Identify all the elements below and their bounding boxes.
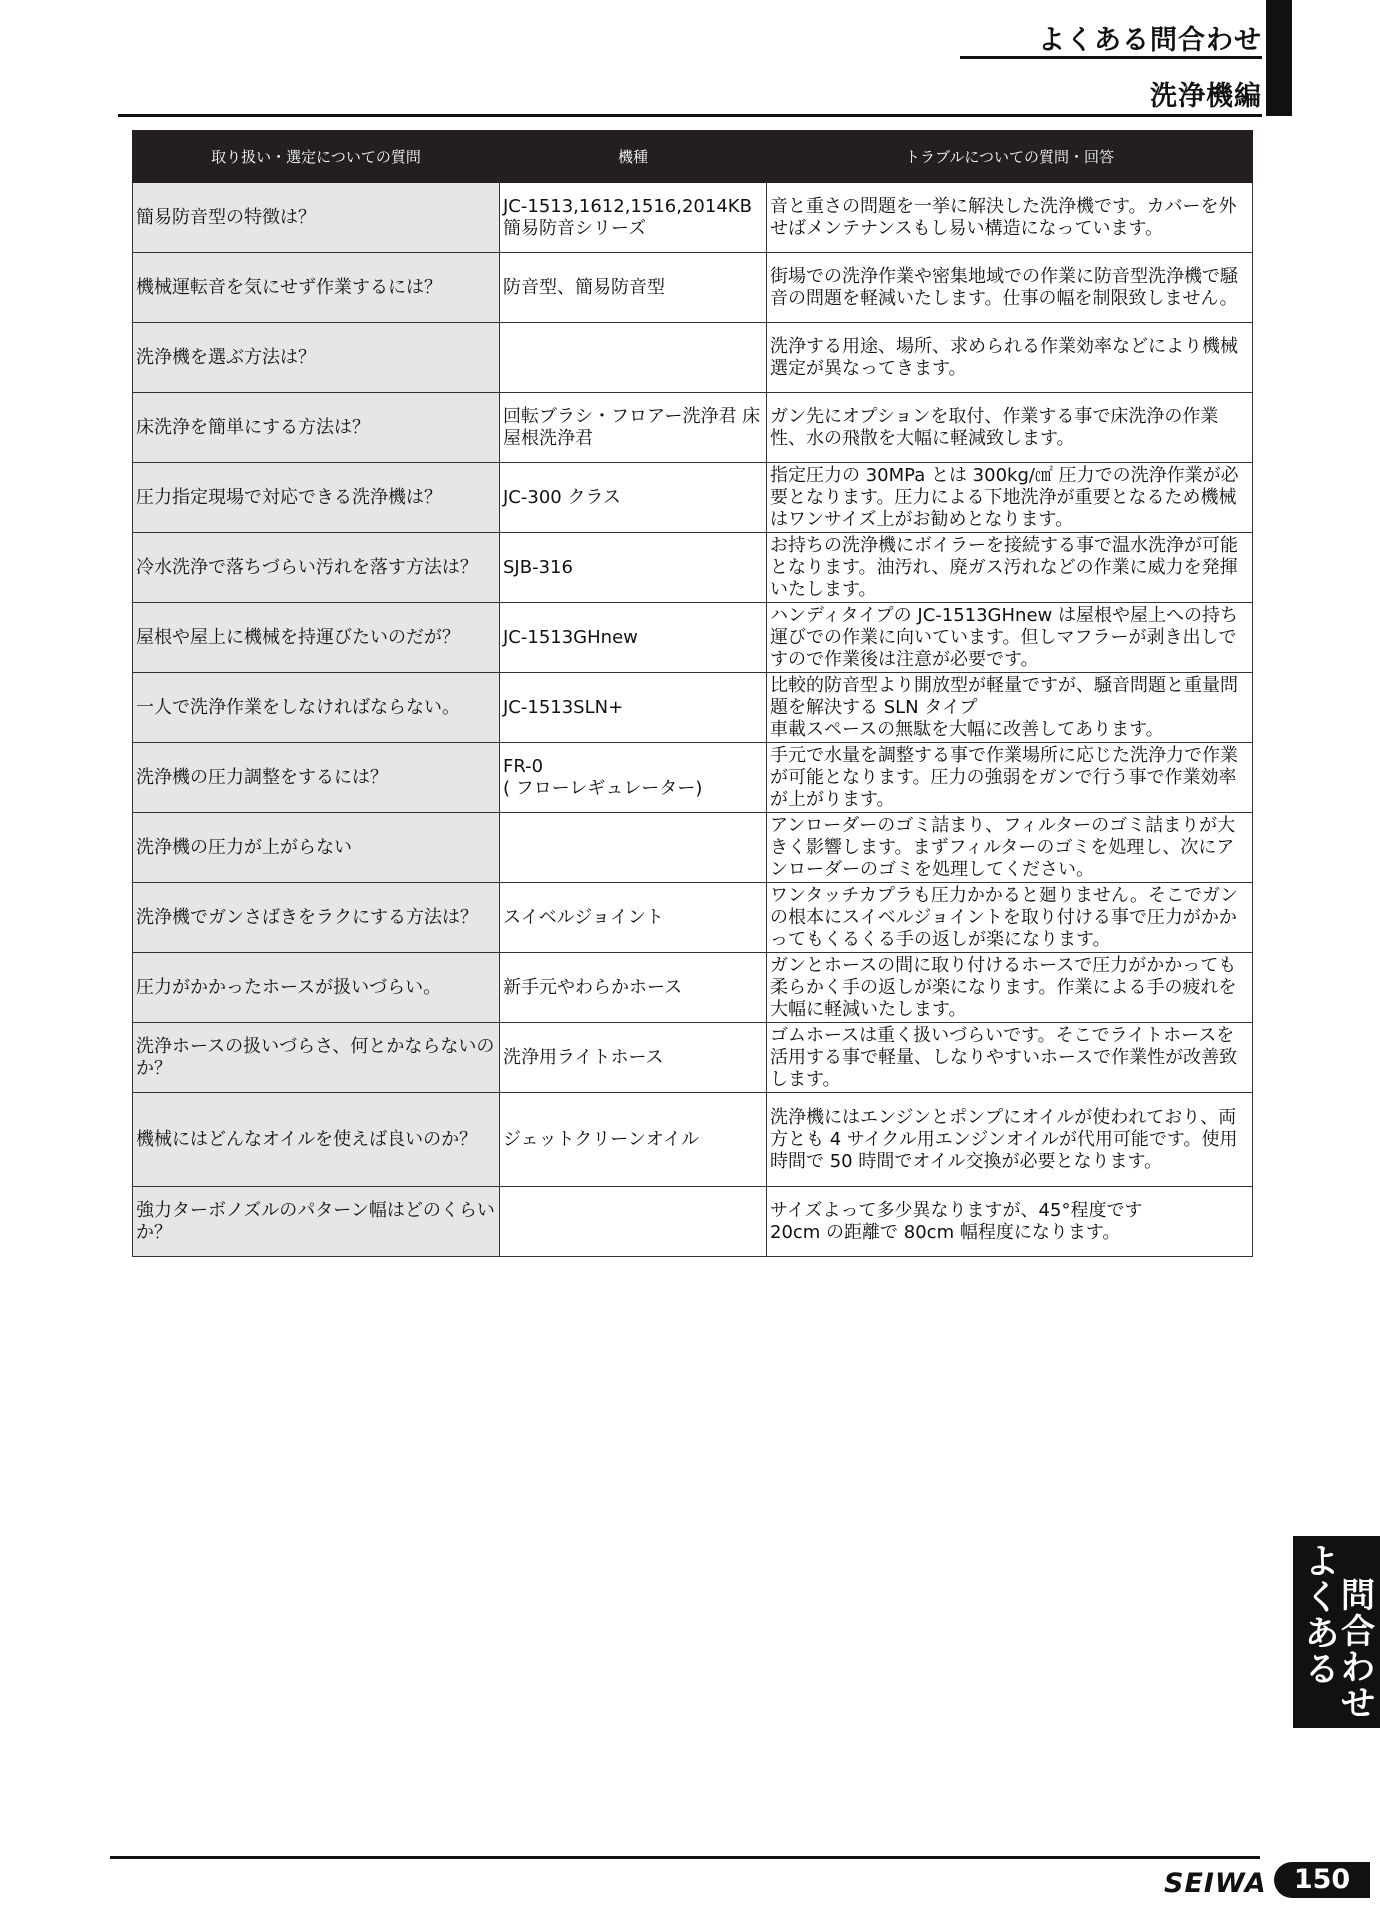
faq-question-cell (133, 253, 500, 323)
faq-model-cell (500, 813, 767, 883)
faq-model-text: JC-1513,1612,1516,2014KB 簡易防音シリーズ (503, 195, 752, 239)
faq-question-cell (133, 463, 500, 533)
faq-answer-text: 洗浄する用途、場所、求められる作業効率などにより機械選定が異なってきます。 (770, 335, 1238, 379)
faq-answer-cell (767, 743, 1253, 813)
faq-question-cell (133, 743, 500, 813)
faq-row (133, 253, 1253, 323)
side-tab-char: く (1305, 1578, 1339, 1618)
side-tab-char: 合 (1341, 1612, 1375, 1652)
header-rule-top (960, 56, 1262, 59)
faq-question-cell (133, 183, 500, 253)
faq-answer-cell (767, 463, 1253, 533)
faq-question-cell (133, 1093, 500, 1187)
faq-question-text: 強力ターボノズルのパターン幅はどのくらいか？ (136, 1199, 495, 1243)
header-edge-bar (1266, 0, 1292, 116)
faq-answer-cell (767, 323, 1253, 393)
faq-answer-cell (767, 953, 1253, 1023)
faq-answer-cell (767, 813, 1253, 883)
faq-model-text: 洗浄用ライトホース (503, 1046, 664, 1068)
faq-question-text: 洗浄機の圧力調整をするには？ (136, 766, 388, 788)
faq-answer-text: ガンとホースの間に取り付けるホースで圧力がかかっても柔らかく手の返しが楽になります。作業による手の疲れを大幅に軽減いたします。 (770, 954, 1237, 1020)
faq-answer-text: サイズよって多少異なりますが、45°程度です 20cm の距離で 80cm 幅程度になります。 (770, 1199, 1143, 1243)
faq-question-text: 機械運転音を気にせず作業するには？ (136, 276, 442, 298)
faq-model-cell (500, 603, 767, 673)
faq-row (133, 813, 1253, 883)
faq-model-text: SJB-316 (503, 556, 573, 578)
faq-question-cell (133, 673, 500, 743)
faq-row (133, 883, 1253, 953)
faq-answer-text: お持ちの洗浄機にボイラーを接続する事で温水洗浄が可能となります。油汚れ、廃ガス汚れなどの作業に威力を発揮いたします。 (770, 534, 1238, 600)
side-tab-char: よ (1305, 1542, 1339, 1582)
side-tab-char: る (1305, 1650, 1339, 1690)
faq-answer-cell (767, 1187, 1253, 1257)
faq-row (133, 953, 1253, 1023)
faq-question-cell (133, 1187, 500, 1257)
faq-model-text: FR-0 ( フローレギュレーター) (503, 755, 703, 799)
faq-answer-text: ガン先にオプションを取付、作業する事で床洗浄の作業性、水の飛散を大幅に軽減致します。 (770, 405, 1219, 449)
faq-answer-text: 音と重さの問題を一挙に解決した洗浄機です。カバーを外せばメンテナンスもし易い構造になっています。 (770, 195, 1237, 239)
page-section-title: よくある問合わせ (1038, 25, 1262, 56)
faq-question-text: 冷水洗浄で落ちづらい汚れを落す方法は？ (136, 556, 478, 578)
header-rule-bottom (118, 114, 1262, 117)
faq-model-cell (500, 1187, 767, 1257)
side-tab-char: 問 (1341, 1576, 1375, 1616)
faq-question-cell (133, 883, 500, 953)
faq-model-text: 回転ブラシ・フロアー洗浄君 床屋根洗浄君 (503, 405, 761, 449)
side-tab-char: せ (1341, 1684, 1375, 1724)
footer-rule (110, 1856, 1260, 1859)
faq-answer-cell (767, 673, 1253, 743)
col-header-question: 取り扱い・選定についての質問 (133, 131, 500, 183)
faq-question-cell (133, 813, 500, 883)
faq-answer-cell (767, 603, 1253, 673)
faq-model-cell (500, 743, 767, 813)
faq-header-row (133, 131, 1253, 183)
faq-model-text: 新手元やわらかホース (503, 976, 683, 998)
faq-question-text: 機械にはどんなオイルを使えば良いのか？ (136, 1128, 478, 1150)
faq-model-text: ジェットクリーンオイル (503, 1128, 700, 1150)
faq-row (133, 1093, 1253, 1187)
side-tab-col2 (1341, 1578, 1375, 1722)
faq-model-cell (500, 673, 767, 743)
faq-model-cell (500, 883, 767, 953)
faq-question-cell (133, 953, 500, 1023)
faq-model-cell (500, 533, 767, 603)
faq-question-cell (133, 393, 500, 463)
faq-question-text: 簡易防音型の特徴は？ (136, 206, 316, 228)
faq-row (133, 673, 1253, 743)
faq-answer-cell (767, 883, 1253, 953)
faq-question-text: 洗浄ホースの扱いづらさ、何とかならないのか？ (136, 1035, 495, 1079)
side-tab-char: あ (1305, 1614, 1339, 1654)
faq-question-text: 圧力指定現場で対応できる洗浄機は？ (136, 486, 442, 508)
faq-question-text: 洗浄機でガンさばきをラクにする方法は？ (136, 906, 478, 928)
faq-question-text: 圧力がかかったホースが扱いづらい。 (136, 976, 442, 998)
side-tab-col1 (1305, 1544, 1339, 1688)
side-tab-char: わ (1341, 1648, 1375, 1688)
faq-model-cell (500, 953, 767, 1023)
faq-question-cell (133, 533, 500, 603)
faq-question-text: 屋根や屋上に機械を持運びたいのだが？ (136, 626, 460, 648)
faq-model-text: JC-1513SLN+ (503, 696, 624, 718)
faq-question-text: 床洗浄を簡単にする方法は？ (136, 416, 370, 438)
faq-model-cell (500, 463, 767, 533)
faq-model-text: スイベルジョイント (503, 906, 664, 928)
faq-row (133, 323, 1253, 393)
faq-row (133, 1023, 1253, 1093)
faq-answer-cell (767, 1023, 1253, 1093)
faq-row (133, 463, 1253, 533)
faq-row (133, 533, 1253, 603)
faq-answer-text: 手元で水量を調整する事で作業場所に応じた洗浄力で作業が可能となります。圧力の強弱をガンで行う事で作業効率が上がります。 (770, 744, 1238, 810)
faq-answer-cell (767, 253, 1253, 323)
faq-answer-text: 比較的防音型より開放型が軽量ですが、騒音問題と重量問題を解決する SLN タイプ 車載スペースの無駄を大幅に改善してあります。 (770, 674, 1238, 740)
faq-question-cell (133, 603, 500, 673)
faq-model-cell (500, 393, 767, 463)
faq-question-text: 洗浄機を選ぶ方法は？ (136, 346, 316, 368)
faq-answer-text: ワンタッチカプラも圧力かかると廻りません。そこでガンの根本にスイベルジョイントを取り付ける事で圧力がかかってもくるくる手の返しが楽になります。 (770, 884, 1238, 950)
faq-answer-cell (767, 183, 1253, 253)
faq-model-cell (500, 183, 767, 253)
faq-row (133, 183, 1253, 253)
faq-row (133, 743, 1253, 813)
brand-logo: SEIWA (1164, 1868, 1267, 1899)
faq-answer-text: ゴムホースは重く扱いづらいです。そこでライトホースを活用する事で軽量、しなりやすいホースで作業性が改善致します。 (770, 1024, 1238, 1090)
faq-table (132, 130, 1253, 1257)
faq-answer-text: 洗浄機にはエンジンとポンプにオイルが使われており、両方とも 4 サイクル用エンジンオイルが代用可能です。使用時間で 50 時間でオイル交換が必要となります。 (770, 1106, 1238, 1172)
col-header-answer: トラブルについての質問・回答 (767, 131, 1253, 183)
faq-question-cell (133, 323, 500, 393)
faq-model-cell (500, 253, 767, 323)
faq-model-text: 防音型、簡易防音型 (503, 276, 665, 298)
faq-model-cell (500, 1023, 767, 1093)
faq-answer-text: 街場での洗浄作業や密集地域での作業に防音型洗浄機で騒音の問題を軽減いたします。仕事の幅を制限致しません。 (770, 265, 1238, 309)
page-subtitle: 洗浄機編 (1150, 81, 1262, 112)
faq-answer-cell (767, 533, 1253, 603)
faq-row (133, 1187, 1253, 1257)
page-number: 150 (1274, 1862, 1370, 1898)
faq-model-cell (500, 1093, 767, 1187)
faq-answer-cell (767, 1093, 1253, 1187)
faq-question-text: 洗浄機の圧力が上がらない (136, 836, 352, 858)
col-header-model: 機種 (500, 131, 767, 183)
faq-model-text: JC-300 クラス (503, 486, 621, 508)
faq-question-cell (133, 1023, 500, 1093)
faq-answer-text: アンローダーのゴミ詰まり、フィルターのゴミ詰まりが大きく影響します。まずフィルターのゴミを処理し、次にアンローダーのゴミを処理してください。 (770, 814, 1236, 880)
faq-row (133, 393, 1253, 463)
side-index-tab (1293, 1536, 1380, 1728)
faq-answer-text: ハンディタイプの JC-1513GHnew は屋根や屋上への持ち運びでの作業に向いています。但しマフラーが剥き出しですので作業後は注意が必要です。 (770, 604, 1238, 670)
faq-model-text: JC-1513GHnew (503, 626, 638, 648)
faq-model-cell (500, 323, 767, 393)
faq-answer-cell (767, 393, 1253, 463)
faq-row (133, 603, 1253, 673)
faq-question-text: 一人で洗浄作業をしなければならない。 (136, 696, 460, 718)
faq-answer-text: 指定圧力の 30MPa とは 300kg/㎠ 圧力での洗浄作業が必要となります。圧力による下地洗浄が重要となるため機械はワンサイズ上がお勧めとなります。 (770, 464, 1239, 530)
